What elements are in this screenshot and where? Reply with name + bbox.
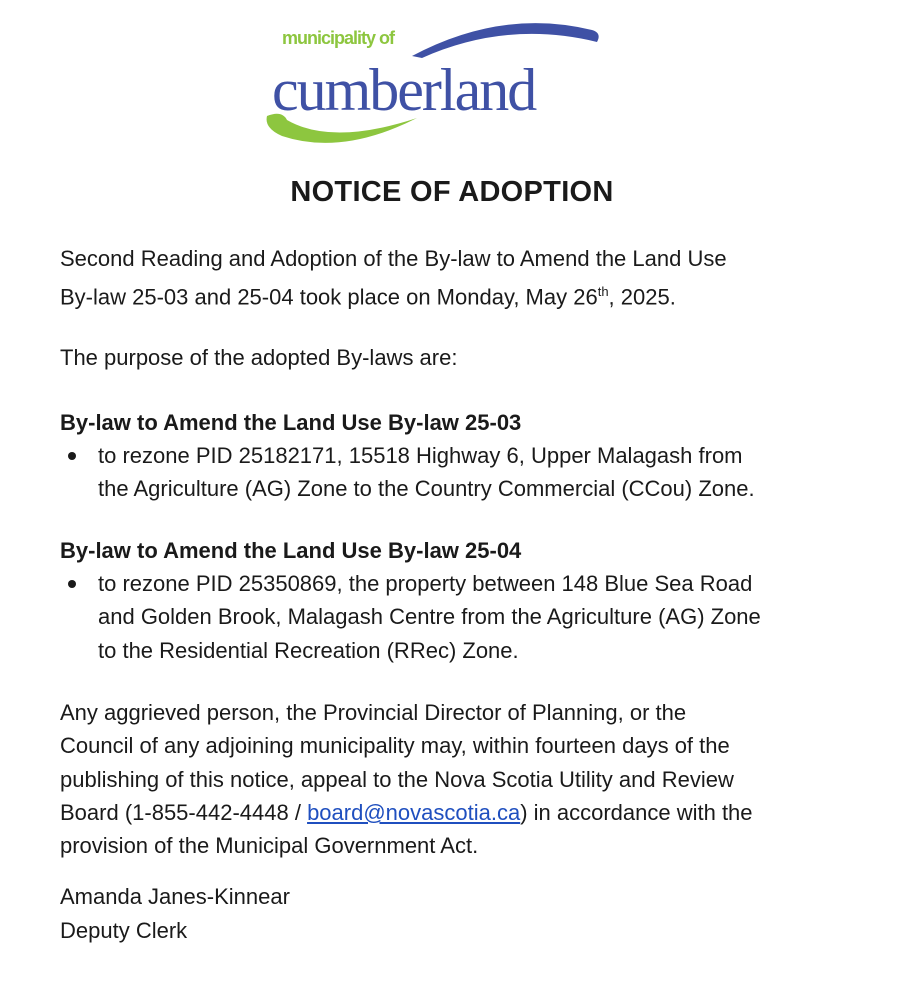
- bylaw-line: and Golden Brook, Malagash Centre from the Agriculture (AG) Zone: [98, 604, 761, 629]
- bylaw-heading: By-law to Amend the Land Use By-law 25-03: [60, 410, 522, 435]
- bylaw-line: the Agriculture (AG) Zone to the Country Commercial (CCou) Zone.: [98, 476, 755, 501]
- appeal-line: [60, 797, 753, 829]
- bylaw-line: to rezone PID 25182171, 15518 Highway 6, Upper Malagash from: [98, 443, 743, 468]
- signature-name: Amanda Janes-Kinnear: [60, 884, 290, 909]
- intro-line: Second Reading and Adoption of the By-law to Amend the Land Use: [60, 246, 727, 271]
- logo-main-text: cumberland: [272, 57, 536, 123]
- logo-top-text: municipality of: [282, 28, 395, 48]
- appeal-text: Board (1-855-442-4448 /: [60, 800, 308, 825]
- appeal-line: publishing of this notice, appeal to the Nova Scotia Utility and Review: [60, 767, 734, 792]
- bullet-icon: [68, 452, 76, 460]
- email-link[interactable]: board@novascotia.ca: [307, 800, 521, 825]
- appeal-text: ) in accordance with the: [520, 800, 753, 825]
- appeal-line: provision of the Municipal Government Act.: [60, 833, 479, 858]
- appeal-line: Any aggrieved person, the Provincial Director of Planning, or the: [60, 700, 687, 725]
- bylaw-line: to the Residential Recreation (RRec) Zone.: [98, 638, 519, 663]
- purpose-text: The purpose of the adopted By-laws are:: [60, 345, 458, 370]
- bylaw-heading: By-law to Amend the Land Use By-law 25-04: [60, 538, 522, 563]
- municipality-logo: [262, 18, 662, 148]
- intro-text: By-law 25-03 and 25-04 took place on Monday, May 26: [60, 284, 598, 310]
- page-title: NOTICE OF ADOPTION: [290, 176, 614, 208]
- bullet-icon: [68, 580, 76, 588]
- intro-line: [60, 276, 676, 313]
- ordinal-suffix: th: [597, 284, 609, 299]
- intro-text: , 2025.: [608, 284, 676, 310]
- signature-role: Deputy Clerk: [60, 918, 188, 943]
- bylaw-line: to rezone PID 25350869, the property between 148 Blue Sea Road: [98, 571, 753, 596]
- appeal-line: Council of any adjoining municipality may, within fourteen days of the: [60, 733, 730, 758]
